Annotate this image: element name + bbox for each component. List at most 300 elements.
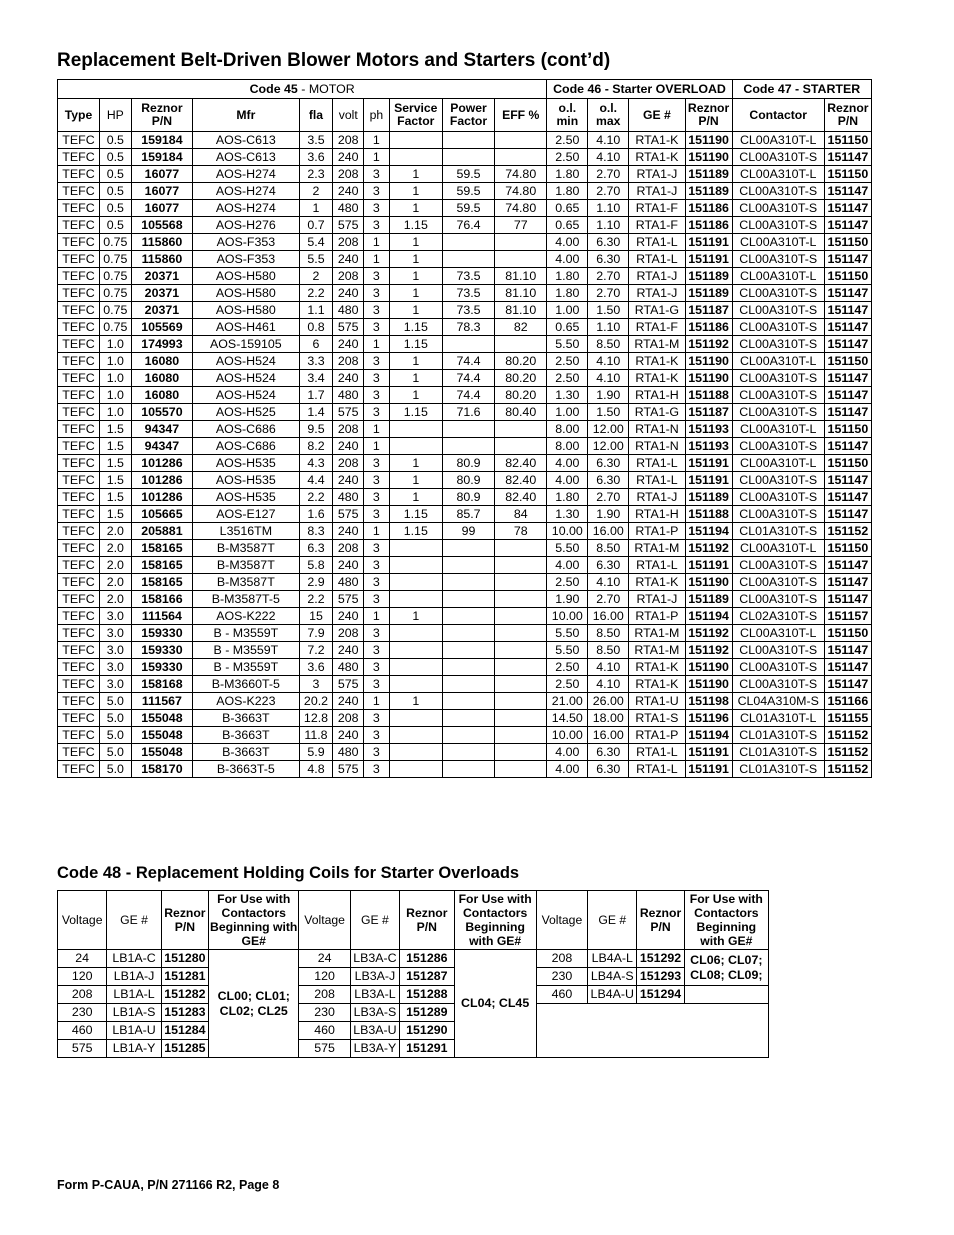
- table-cell: 81.10: [495, 302, 547, 319]
- motor-col-header: GE #: [629, 99, 685, 132]
- table-cell: 2.70: [588, 285, 629, 302]
- table-cell: [389, 659, 442, 676]
- table-cell: AOS-H276: [193, 217, 299, 234]
- table-cell: 151147: [824, 676, 871, 693]
- table-cell: 2.0: [99, 540, 131, 557]
- table-cell: 4.3: [299, 455, 333, 472]
- table-cell: 5.50: [547, 336, 588, 353]
- table-cell: 8.00: [547, 438, 588, 455]
- table-cell: 5.9: [299, 744, 333, 761]
- table-cell: CL00A310T-S: [732, 404, 824, 421]
- table-cell: TEFC: [58, 472, 100, 489]
- table-row: [58, 574, 872, 591]
- table-cell: 208: [333, 132, 364, 149]
- table-cell: 1.5: [99, 489, 131, 506]
- table-cell: RTA1-G: [629, 404, 685, 421]
- table-cell: RTA1-K: [629, 132, 685, 149]
- table-cell: LB1A-J: [107, 968, 161, 986]
- table-row: [58, 608, 872, 625]
- table-cell: 2: [299, 268, 333, 285]
- table-cell: AOS-H580: [193, 285, 299, 302]
- table-cell: 71.6: [442, 404, 494, 421]
- table-cell: 151294: [637, 986, 684, 1004]
- table-cell: 240: [333, 438, 364, 455]
- table-cell: 151147: [824, 319, 871, 336]
- table-cell: 575: [333, 591, 364, 608]
- table-cell: 1.80: [547, 285, 588, 302]
- table-cell: 73.5: [442, 302, 494, 319]
- table-cell: 151191: [685, 761, 732, 778]
- table-cell: 3.0: [99, 642, 131, 659]
- table-cell: 1.50: [588, 404, 629, 421]
- table-cell: 151147: [824, 591, 871, 608]
- table-cell: 74.80: [495, 200, 547, 217]
- table-row: [58, 523, 872, 540]
- table-cell: 151190: [685, 149, 732, 166]
- table-cell: 2.2: [299, 489, 333, 506]
- table-cell: [442, 625, 494, 642]
- table-cell: RTA1-F: [629, 217, 685, 234]
- table-cell: B - M3559T: [193, 659, 299, 676]
- table-cell: 151147: [824, 217, 871, 234]
- table-cell: 16080: [131, 353, 192, 370]
- table-cell: 575: [333, 676, 364, 693]
- table-cell: 480: [333, 574, 364, 591]
- table-cell: [495, 557, 547, 574]
- table-cell: TEFC: [58, 183, 100, 200]
- table-cell: 151147: [824, 200, 871, 217]
- table-cell: 1: [364, 523, 390, 540]
- table-row: [58, 950, 769, 968]
- table-cell: AOS-C613: [193, 132, 299, 149]
- table-row: [58, 217, 872, 234]
- table-cell: 16080: [131, 387, 192, 404]
- table-cell: RTA1-H: [629, 387, 685, 404]
- table-cell: [495, 608, 547, 625]
- table-cell: 105665: [131, 506, 192, 523]
- table-cell: 3: [364, 166, 390, 183]
- table-cell: CL00A310T-L: [732, 625, 824, 642]
- table-row: [58, 251, 872, 268]
- table-cell: 4.10: [588, 353, 629, 370]
- table-cell: 0.75: [99, 302, 131, 319]
- table-cell: 80.9: [442, 489, 494, 506]
- table-cell: LB1A-U: [107, 1022, 161, 1040]
- table-cell: 73.5: [442, 268, 494, 285]
- table-cell: 0.75: [99, 268, 131, 285]
- table-cell: 151150: [824, 166, 871, 183]
- table-cell: 208: [333, 455, 364, 472]
- table-row: [58, 1004, 769, 1022]
- table-cell: 1: [389, 353, 442, 370]
- table-cell: [389, 149, 442, 166]
- table-cell: AOS-E127: [193, 506, 299, 523]
- motor-col-header: volt: [333, 99, 364, 132]
- table-cell: TEFC: [58, 591, 100, 608]
- table-cell: 21.00: [547, 693, 588, 710]
- table-cell: 151150: [824, 268, 871, 285]
- table-cell: TEFC: [58, 387, 100, 404]
- table-cell: 3: [364, 472, 390, 489]
- table-cell: 8.50: [588, 540, 629, 557]
- table-cell: 3: [299, 676, 333, 693]
- table-cell: TEFC: [58, 438, 100, 455]
- table-cell: CL00A310T-L: [732, 132, 824, 149]
- motor-col-header: Reznor P/N: [824, 99, 871, 132]
- table-cell: TEFC: [58, 506, 100, 523]
- table-cell: 1: [364, 438, 390, 455]
- table-cell: 1: [389, 608, 442, 625]
- table-cell: 151150: [824, 540, 871, 557]
- table-cell: 151281: [161, 968, 208, 986]
- table-cell: TEFC: [58, 200, 100, 217]
- table-cell: CL00A310T-L: [732, 540, 824, 557]
- table-cell: 1: [389, 387, 442, 404]
- table-cell: 151285: [161, 1040, 208, 1058]
- table-cell: TEFC: [58, 540, 100, 557]
- table-cell: 240: [333, 149, 364, 166]
- table-cell: 151147: [824, 251, 871, 268]
- table-cell: 105568: [131, 217, 192, 234]
- table-cell: 3.0: [99, 659, 131, 676]
- table-cell: TEFC: [58, 455, 100, 472]
- table-cell: 14.50: [547, 710, 588, 727]
- table-cell: 1: [389, 268, 442, 285]
- table-cell: 151150: [824, 421, 871, 438]
- table-cell: 240: [333, 472, 364, 489]
- table-cell: 74.4: [442, 370, 494, 387]
- table-cell: [442, 761, 494, 778]
- table-row: [58, 166, 872, 183]
- table-cell: 20.2: [299, 693, 333, 710]
- motor-table: [57, 79, 872, 778]
- table-cell: 575: [333, 761, 364, 778]
- table-cell: 240: [333, 370, 364, 387]
- table-cell: LB1A-Y: [107, 1040, 161, 1058]
- table-cell: RTA1-G: [629, 302, 685, 319]
- table-cell: 2.50: [547, 132, 588, 149]
- motor-col-header: Reznor P/N: [685, 99, 732, 132]
- table-cell: 151150: [824, 353, 871, 370]
- table-cell: 1.0: [99, 336, 131, 353]
- table-cell: [442, 438, 494, 455]
- table-cell: 3.0: [99, 625, 131, 642]
- table-cell: 4.10: [588, 132, 629, 149]
- table-cell: TEFC: [58, 642, 100, 659]
- table-cell: [442, 642, 494, 659]
- table-row: [58, 370, 872, 387]
- table-cell: 151194: [685, 727, 732, 744]
- table-cell: 0.75: [99, 285, 131, 302]
- table-cell: 115860: [131, 251, 192, 268]
- table-cell: 1.4: [299, 404, 333, 421]
- table-cell: 74.4: [442, 353, 494, 370]
- table-cell: 8.00: [547, 421, 588, 438]
- table-cell: 3: [364, 217, 390, 234]
- table-cell: 1.5: [99, 472, 131, 489]
- table-cell: 20371: [131, 302, 192, 319]
- table-cell: 3: [364, 710, 390, 727]
- table-cell: TEFC: [58, 336, 100, 353]
- code47-header: Code 47 - STARTER: [732, 80, 871, 99]
- table-cell: 151287: [400, 968, 454, 986]
- table-cell: 151191: [685, 744, 732, 761]
- table-cell: AOS-H535: [193, 472, 299, 489]
- table-cell: 240: [333, 336, 364, 353]
- table-row: [58, 200, 872, 217]
- table-cell: 5.4: [299, 234, 333, 251]
- table-cell: 94347: [131, 421, 192, 438]
- table-cell: 2.0: [99, 557, 131, 574]
- table-cell: 74.80: [495, 183, 547, 200]
- table-cell: 2.50: [547, 149, 588, 166]
- table-cell: RTA1-L: [629, 234, 685, 251]
- table-cell: 240: [333, 523, 364, 540]
- table-cell: 1.80: [547, 166, 588, 183]
- table-cell: 1.6: [299, 506, 333, 523]
- table-cell: 151293: [637, 968, 684, 986]
- table-cell: RTA1-L: [629, 455, 685, 472]
- table-cell: 6.30: [588, 251, 629, 268]
- table-row: [58, 234, 872, 251]
- table-cell: CL02A310T-S: [732, 608, 824, 625]
- table-cell: AOS-C613: [193, 149, 299, 166]
- table-cell: 151147: [824, 506, 871, 523]
- table-cell: 1.10: [588, 319, 629, 336]
- table-cell: 151291: [400, 1040, 454, 1058]
- coil-col-header: Reznor P/N: [400, 891, 454, 950]
- code45-header: Code 45 - MOTOR: [58, 80, 547, 99]
- table-cell: CL00A310T-L: [732, 268, 824, 285]
- table-cell: TEFC: [58, 132, 100, 149]
- table-cell: 3.4: [299, 370, 333, 387]
- table-cell: [389, 744, 442, 761]
- table-cell: 6.30: [588, 761, 629, 778]
- table-cell: 151191: [685, 557, 732, 574]
- table-cell: 230: [536, 968, 587, 986]
- table-cell: [495, 693, 547, 710]
- table-cell: 4.10: [588, 149, 629, 166]
- table-cell: CL00A310T-S: [732, 319, 824, 336]
- table-cell: 575: [333, 506, 364, 523]
- table-cell: 115860: [131, 234, 192, 251]
- table-cell: 151190: [685, 574, 732, 591]
- table-cell: [442, 421, 494, 438]
- table-cell: 16080: [131, 370, 192, 387]
- table-cell: 3: [364, 370, 390, 387]
- table-cell: [442, 608, 494, 625]
- table-cell: 3.5: [299, 132, 333, 149]
- table-cell: 480: [333, 489, 364, 506]
- table-cell: 1: [364, 149, 390, 166]
- table-cell: 1: [364, 608, 390, 625]
- table-cell: 2.0: [99, 523, 131, 540]
- table-cell: 6.30: [588, 455, 629, 472]
- table-cell: 7.2: [299, 642, 333, 659]
- table-cell: RTA1-K: [629, 149, 685, 166]
- table-row: [58, 404, 872, 421]
- table-cell: TEFC: [58, 404, 100, 421]
- table-cell: TEFC: [58, 710, 100, 727]
- table-cell: 151286: [400, 950, 454, 968]
- table-cell: 1: [389, 489, 442, 506]
- table-cell: 230: [299, 1004, 350, 1022]
- table-cell: RTA1-M: [629, 336, 685, 353]
- table-cell: [389, 727, 442, 744]
- table-cell: TEFC: [58, 353, 100, 370]
- table-row: [58, 506, 872, 523]
- table-cell: 3: [364, 353, 390, 370]
- table-cell: 6.30: [588, 472, 629, 489]
- table-cell: CL00A310T-S: [732, 251, 824, 268]
- table-cell: 0.8: [299, 319, 333, 336]
- table-cell: RTA1-J: [629, 489, 685, 506]
- coil-col-header: Voltage: [299, 891, 350, 950]
- table-cell: 0.5: [99, 217, 131, 234]
- table-cell: [442, 727, 494, 744]
- table-cell: 4.00: [547, 251, 588, 268]
- table-cell: TEFC: [58, 421, 100, 438]
- table-cell: 3: [364, 268, 390, 285]
- table-cell: 151147: [824, 387, 871, 404]
- table-cell: 2.70: [588, 591, 629, 608]
- table-row: [58, 387, 872, 404]
- table-cell: 151186: [685, 200, 732, 217]
- table-cell: 1.15: [389, 404, 442, 421]
- table-cell: TEFC: [58, 744, 100, 761]
- table-cell: 1.80: [547, 183, 588, 200]
- table-cell: 151189: [685, 489, 732, 506]
- empty-cell: [684, 986, 768, 1004]
- table-cell: 1: [389, 302, 442, 319]
- table-cell: TEFC: [58, 217, 100, 234]
- table-cell: 158168: [131, 676, 192, 693]
- page-footer: Form P-CAUA, P/N 271166 R2, Page 8: [57, 1178, 280, 1192]
- table-row: [58, 268, 872, 285]
- table-cell: 151147: [824, 302, 871, 319]
- table-cell: [442, 149, 494, 166]
- table-cell: 18.00: [588, 710, 629, 727]
- table-cell: 208: [333, 268, 364, 285]
- table-cell: 59.5: [442, 200, 494, 217]
- table-cell: 2.0: [99, 591, 131, 608]
- table-cell: CL00A310T-S: [732, 591, 824, 608]
- table-cell: 151289: [400, 1004, 454, 1022]
- table-cell: 20371: [131, 285, 192, 302]
- table-cell: CL00A310T-L: [732, 421, 824, 438]
- table-cell: 4.00: [547, 472, 588, 489]
- table-cell: AOS-K222: [193, 608, 299, 625]
- table-cell: 81.10: [495, 268, 547, 285]
- table-cell: 240: [333, 693, 364, 710]
- table-cell: 5.50: [547, 625, 588, 642]
- table-cell: 8.50: [588, 642, 629, 659]
- page-title: Replacement Belt-Driven Blower Motors and Starters (cont’d): [57, 50, 611, 71]
- table-cell: LB3A-U: [350, 1022, 399, 1040]
- motor-col-header: o.l. min: [547, 99, 588, 132]
- table-cell: 2.50: [547, 659, 588, 676]
- contactors-cell: CL04; CL45: [454, 950, 536, 1058]
- table-cell: 2.3: [299, 166, 333, 183]
- table-cell: 2: [299, 183, 333, 200]
- table-cell: 240: [333, 557, 364, 574]
- table-cell: 8.50: [588, 336, 629, 353]
- table-cell: 1.90: [588, 506, 629, 523]
- table-cell: 5.0: [99, 744, 131, 761]
- table-cell: 4.10: [588, 659, 629, 676]
- table-cell: 151166: [824, 693, 871, 710]
- table-cell: 76.4: [442, 217, 494, 234]
- table-cell: 3: [364, 540, 390, 557]
- table-cell: RTA1-K: [629, 370, 685, 387]
- table-cell: CL00A310T-S: [732, 438, 824, 455]
- table-cell: 159330: [131, 642, 192, 659]
- table-row: [58, 132, 872, 149]
- table-cell: 12.00: [588, 438, 629, 455]
- table-cell: 151186: [685, 319, 732, 336]
- table-cell: 20371: [131, 268, 192, 285]
- table-cell: CL00A310T-S: [732, 336, 824, 353]
- table-cell: 159330: [131, 659, 192, 676]
- table-cell: 240: [333, 727, 364, 744]
- table-cell: 16077: [131, 166, 192, 183]
- table-cell: 4.4: [299, 472, 333, 489]
- table-cell: TEFC: [58, 166, 100, 183]
- table-cell: RTA1-L: [629, 251, 685, 268]
- table-cell: 16.00: [588, 523, 629, 540]
- table-cell: LB3A-C: [350, 950, 399, 968]
- table-cell: RTA1-S: [629, 710, 685, 727]
- table-cell: 3: [364, 761, 390, 778]
- table-cell: 1.15: [389, 336, 442, 353]
- table-cell: RTA1-J: [629, 285, 685, 302]
- table-row: [58, 438, 872, 455]
- table-row: [58, 302, 872, 319]
- table-cell: 3: [364, 744, 390, 761]
- coil-col-header: Voltage: [58, 891, 107, 950]
- table-cell: RTA1-F: [629, 200, 685, 217]
- table-cell: CL00A310T-S: [732, 387, 824, 404]
- table-cell: 12.00: [588, 421, 629, 438]
- table-cell: 151189: [685, 268, 732, 285]
- motor-col-header: o.l. max: [588, 99, 629, 132]
- table-cell: 0.65: [547, 217, 588, 234]
- table-cell: CL00A310T-S: [732, 149, 824, 166]
- table-cell: [495, 540, 547, 557]
- table-cell: 85.7: [442, 506, 494, 523]
- table-cell: 240: [333, 285, 364, 302]
- table-cell: 1.1: [299, 302, 333, 319]
- table-cell: 10.00: [547, 727, 588, 744]
- table-cell: 460: [58, 1022, 107, 1040]
- table-cell: [442, 336, 494, 353]
- table-cell: 151147: [824, 370, 871, 387]
- table-cell: B-3663T: [193, 727, 299, 744]
- table-cell: RTA1-N: [629, 421, 685, 438]
- table-cell: [495, 149, 547, 166]
- table-cell: TEFC: [58, 676, 100, 693]
- table-cell: 1: [364, 251, 390, 268]
- table-row: [58, 557, 872, 574]
- table-cell: 480: [333, 302, 364, 319]
- table-cell: 101286: [131, 455, 192, 472]
- table-cell: 208: [333, 710, 364, 727]
- table-cell: 151192: [685, 336, 732, 353]
- table-cell: 3: [364, 404, 390, 421]
- table-cell: 151147: [824, 149, 871, 166]
- table-cell: 1.0: [99, 404, 131, 421]
- table-cell: 0.65: [547, 200, 588, 217]
